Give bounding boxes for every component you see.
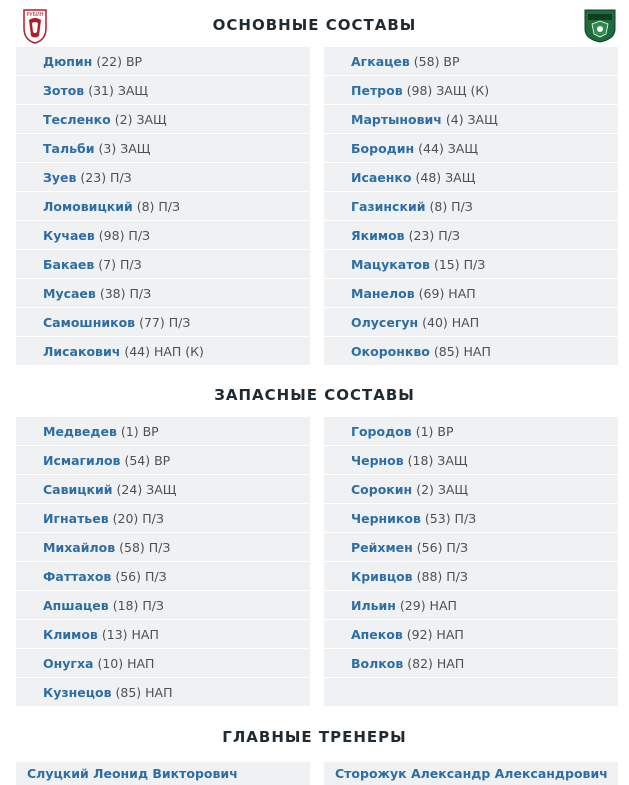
player-row (16, 279, 310, 308)
player-name-link[interactable]: Агкацев (351, 53, 410, 69)
player-row (324, 475, 618, 504)
player-number-position: (2) ЗАЩ (114, 111, 167, 127)
player-number-position: (22) ВР (96, 53, 143, 69)
player-name-link[interactable]: Апеков (351, 626, 403, 642)
player-number-position: (44) НАП (К) (124, 343, 204, 359)
player-row (16, 678, 310, 707)
player-number-position: (40) НАП (422, 314, 480, 330)
player-row (16, 649, 310, 678)
krasnodar-logo (582, 7, 618, 43)
player-number-position: (13) НАП (101, 626, 159, 642)
player-number-position: (20) П/З (112, 510, 164, 526)
player-name-link[interactable]: Савицкий (43, 481, 113, 497)
player-number-position: (4) ЗАЩ (445, 111, 498, 127)
player-name-link[interactable]: Медведев (43, 423, 117, 439)
player-number-position: (54) ВР (124, 452, 171, 468)
player-number-position: (98) П/З (98, 227, 151, 243)
player-row (324, 620, 618, 649)
starting-lineups-title: ОСНОВНЫЕ СОСТАВЫ (212, 16, 417, 34)
player-number-position: (7) П/З (98, 256, 142, 272)
player-number-position: (44) ЗАЩ (418, 140, 479, 156)
player-row (324, 591, 618, 620)
player-row (16, 47, 310, 76)
player-name-link[interactable]: Олусегун (351, 314, 419, 330)
head-coaches-title: ГЛАВНЫЕ ТРЕНЕРЫ (222, 728, 407, 746)
player-number-position: (58) ВР (413, 53, 460, 69)
player-number-position: (8) П/З (136, 198, 181, 214)
player-name-link[interactable]: Зуев (43, 169, 77, 185)
player-name-link[interactable]: Дюпин (43, 53, 93, 69)
player-name-link[interactable]: Мартынович (351, 111, 442, 127)
player-row (324, 533, 618, 562)
player-row (324, 446, 618, 475)
player-row (324, 279, 618, 308)
player-number-position: (1) ВР (120, 423, 159, 439)
player-number-position: (24) ЗАЩ (116, 481, 177, 497)
player-row (324, 504, 618, 533)
player-number-position: (31) ЗАЩ (88, 82, 149, 98)
player-row (16, 475, 310, 504)
player-name-link[interactable]: Кучаев (43, 227, 95, 243)
player-row (16, 533, 310, 562)
player-row (324, 562, 618, 591)
player-number-position: (18) ЗАЩ (407, 452, 468, 468)
player-name-link[interactable]: Кривцов (351, 568, 413, 584)
player-number-position: (2) ЗАЩ (416, 481, 469, 497)
player-name-link[interactable]: Исаенко (351, 169, 412, 185)
player-number-position: (38) П/З (99, 285, 152, 301)
player-row (16, 76, 310, 105)
player-name-link[interactable]: Волков (351, 655, 404, 671)
player-row (16, 504, 310, 533)
player-row (16, 134, 310, 163)
player-name-link[interactable]: Якимов (351, 227, 405, 243)
player-number-position: (23) П/З (408, 227, 460, 243)
player-name-link[interactable]: Климов (43, 626, 98, 642)
player-row (324, 76, 618, 105)
player-name-link[interactable]: Ломовицкий (43, 198, 133, 214)
player-name-link[interactable]: Михайлов (43, 539, 116, 555)
player-number-position: (58) П/З (119, 539, 171, 555)
player-row (324, 417, 618, 446)
svg-text:РУБИН: РУБИН (26, 12, 44, 18)
player-row (16, 562, 310, 591)
player-number-position: (15) П/З (433, 256, 486, 272)
player-number-position: (10) НАП (97, 655, 155, 671)
player-row (324, 221, 618, 250)
player-name-link[interactable]: Городов (351, 423, 412, 439)
player-number-position: (85) НАП (115, 684, 173, 700)
player-number-position: (23) П/З (80, 169, 132, 185)
player-name-link[interactable]: Чернов (351, 452, 404, 468)
player-row (16, 221, 310, 250)
player-row (16, 591, 310, 620)
player-row (324, 337, 618, 366)
player-name-link[interactable]: Петров (351, 82, 403, 98)
player-name-link[interactable]: Апшацев (43, 597, 109, 613)
player-row (16, 105, 310, 134)
player-number-position: (48) ЗАЩ (415, 169, 476, 185)
player-row (16, 250, 310, 279)
player-row (324, 250, 618, 279)
subs-home-list (16, 417, 310, 707)
player-name-link[interactable]: Зотов (43, 82, 85, 98)
player-number-position: (56) П/З (416, 539, 469, 555)
player-number-position: (69) НАП (418, 285, 476, 301)
player-row (16, 308, 310, 337)
player-number-position: (18) П/З (112, 597, 164, 613)
player-name-link[interactable]: Тесленко (43, 111, 111, 127)
player-row (16, 337, 310, 366)
player-name-link[interactable]: Бородин (351, 140, 415, 156)
coach-home[interactable]: Слуцкий Леонид Викторович (16, 762, 310, 785)
player-name-link[interactable]: Газинский (351, 198, 426, 214)
player-number-position: (85) НАП (433, 343, 491, 359)
player-number-position: (82) НАП (407, 655, 465, 671)
starting-away-list (324, 47, 618, 366)
player-row (324, 308, 618, 337)
player-row (16, 192, 310, 221)
player-number-position: (53) П/З (424, 510, 477, 526)
player-name-link[interactable]: Мацукатов (351, 256, 430, 272)
player-name-link[interactable]: Рейхмен (351, 539, 413, 555)
substitutes-title: ЗАПАСНЫЕ СОСТАВЫ (214, 386, 415, 404)
player-row (324, 649, 618, 678)
player-number-position: (98) ЗАЩ (К) (406, 82, 490, 98)
player-number-position: (8) П/З (429, 198, 473, 214)
player-name-link[interactable]: Фаттахов (43, 568, 112, 584)
player-name-link[interactable]: Ильин (351, 597, 396, 613)
player-name-link[interactable]: Окоронкво (351, 343, 430, 359)
player-name-link[interactable]: Исмагилов (43, 452, 121, 468)
player-name-link[interactable]: Бакаев (43, 256, 95, 272)
player-number-position: (1) ВР (415, 423, 454, 439)
player-name-link[interactable]: Кузнецов (43, 684, 112, 700)
player-number-position: (56) П/З (115, 568, 167, 584)
player-number-position: (29) НАП (399, 597, 457, 613)
player-name-link[interactable]: Сорокин (351, 481, 413, 497)
player-name-link[interactable]: Мусаев (43, 285, 96, 301)
player-row (324, 163, 618, 192)
starting-home-list (16, 47, 310, 366)
player-row (324, 678, 618, 707)
player-name-link[interactable]: Лисакович (43, 343, 121, 359)
player-row (16, 417, 310, 446)
player-row (324, 105, 618, 134)
player-row (324, 192, 618, 221)
player-name-link[interactable]: Игнатьев (43, 510, 109, 526)
player-number-position: (77) П/З (139, 314, 191, 330)
player-name-link[interactable]: Онугха (43, 655, 94, 671)
player-number-position: (92) НАП (406, 626, 464, 642)
coach-away[interactable]: Сторожук Александр Александрович (324, 762, 618, 785)
player-name-link[interactable]: Тальби (43, 140, 95, 156)
player-row (324, 134, 618, 163)
subs-away-list (324, 417, 618, 707)
player-name-link[interactable]: Самошников (43, 314, 136, 330)
player-name-link[interactable]: Манелов (351, 285, 415, 301)
player-row (16, 163, 310, 192)
player-number-position: (3) ЗАЩ (98, 140, 151, 156)
player-row (16, 620, 310, 649)
player-name-link[interactable]: Черников (351, 510, 421, 526)
player-row (16, 446, 310, 475)
player-number-position: (88) П/З (416, 568, 468, 584)
player-row (324, 47, 618, 76)
